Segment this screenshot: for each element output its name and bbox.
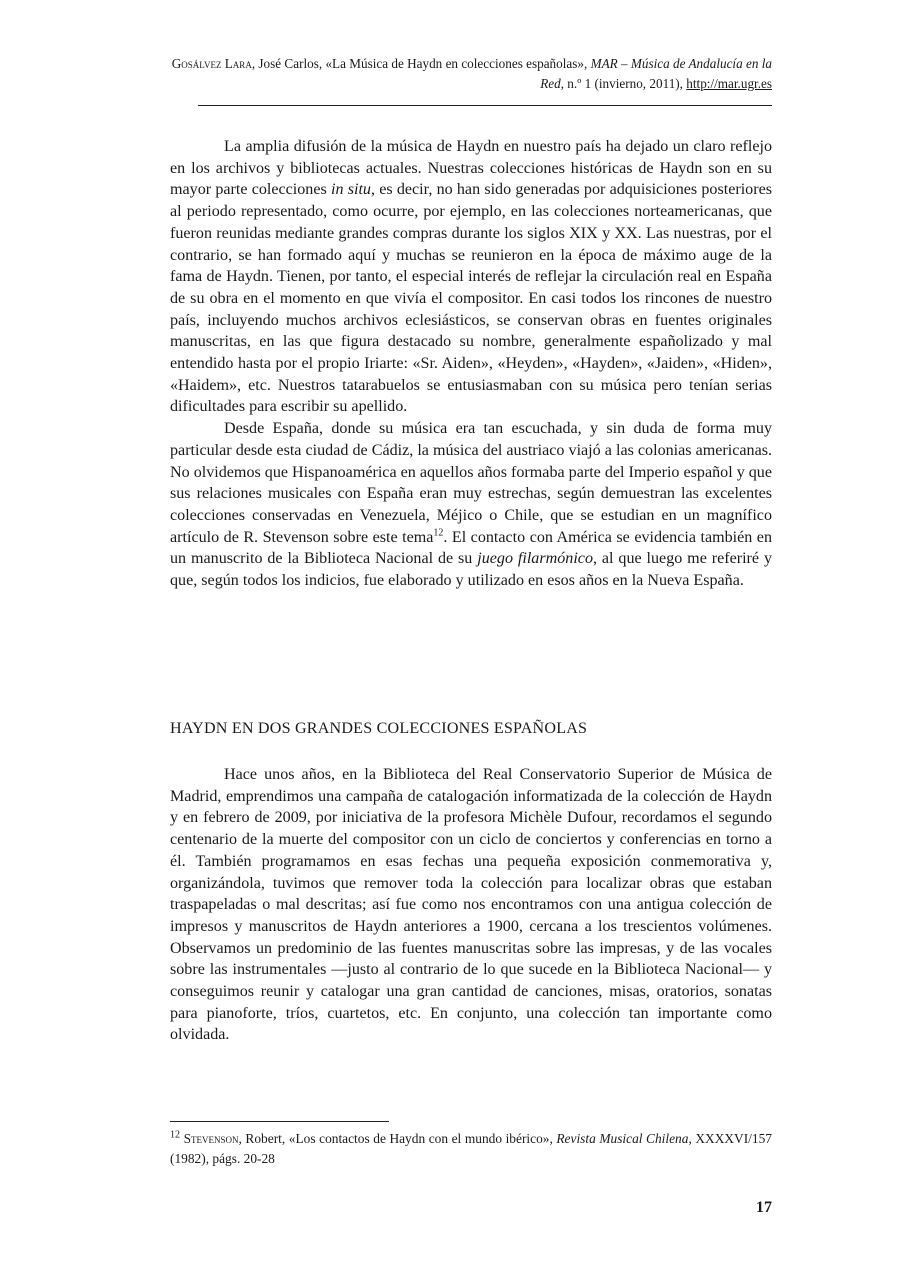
header-issue: , n.º 1 (invierno, 2011), — [560, 76, 687, 91]
paragraph: Hace unos años, en la Biblioteca del Real Conservatorio Superior de Música de Madrid, emprendimos una campaña de catalogación informatizada de la colección de Haydn y en febrero de 2009, por iniciativa de la profesora Michèle Dufour, recordamos el segundo centenario de la muerte del compositor con un ciclo de conciertos y conferencias en torno a él. También programamos en esas fechas una pequeña exposición conmemorativa y, organizándola, tuvimos que remover toda la colección para localizar obras que estaban traspapeladas o mal descritas; así fue como nos encontramos con una antigua colección de impresos y manuscritos de Haydn anteriores a 1900, cercana a los trescientos volúmenes. Observamos un predominio de las fuentes manuscritas sobre las impresas, y de las vocales sobre las instrumentales —justo al contrario de lo que sucede en la Biblioteca Nacional— y conseguimos reunir y catalogar una gran cantidad de canciones, misas, oratorios, sonatas para pianoforte, tríos, cuartetos, etc. En conjunto, una colección tan importante como olvidada. — [170, 766, 772, 1044]
section-text-block — [170, 764, 772, 1046]
header-link[interactable]: http://mar.ugr.es — [686, 76, 772, 91]
footnote-ref[interactable]: 12 — [433, 527, 444, 539]
footnote-author: Stevenson — [183, 1131, 239, 1146]
header-rule — [198, 105, 772, 106]
footnote-number: 12 — [170, 1129, 180, 1141]
paragraph: La amplia difusión de la música de Haydn en nuestro país ha dejado un claro reflejo en los archivos y bibliotecas actuales. Nuestras colecciones históricas de Haydn son en su mayor parte colecciones in situ, es decir, no han sido generadas por adquisiciones posteriores al periodo representado, como ocurre, por ejemplo, en las colecciones norteamericanas, que fueron reunidas mediante grandes compras durante los siglos XIX y XX. Las nuestras, por el contrario, se han formado aquí y muchas se reunieron en la época de máximo auge de la fama de Haydn. Tienen, por tanto, el especial interés de reflejar la circulación real en España de su obra en el momento en que vivía el compositor. En casi todos los rincones de nuestro país, incluyendo muchos archivos eclesiásticos, se conservan obras en fuentes originales manuscritas, en las que figura destacado su nombre, generalmente españolizado y mal entendido hasta por el propio Iriarte: «Sr. Aiden», «Heyden», «Hayden», «Jaiden», «Hiden», «Haidem», etc. Nuestros tatarabuelos se entusiasmaban con su música pero tenían serias dificultades para escribir su apellido. — [170, 138, 772, 416]
section-heading: HAYDN EN DOS GRANDES COLECCIONES ESPAÑOLAS — [170, 720, 588, 737]
running-header — [170, 54, 772, 94]
paragraph: Desde España, donde su música era tan escuchada, y sin duda de forma muy particular desde esta ciudad de Cádiz, la música del austriaco viajó a las colonias americanas. No olvidemos que Hispanoamérica en aquellos años formaba parte del Imperio español y que sus relaciones musicales con España eran muy estrechas, según demuestran las excelentes colecciones conservadas en Venezuela, Méjico o Chile, que se estudian en un magnífico artículo de R. Stevenson sobre este tema$^{12}$. El contacto con América se evidencia también en un manuscrito de la Biblioteca Nacional de su juego filarmónico, al que luego me referiré y que, según todos los indicios, fue elaborado y utilizado en esos años en la Nueva España. — [170, 420, 772, 590]
header-journal: MAR – Música de Andalucía en la Red — [540, 56, 772, 91]
footnote: $^{12}$ Stevenson, Robert, «Los contactos de Haydn con el mundo ibérico», Revista Musical Chilena, XXXXVI/157 (1982), págs. 20-28 — [170, 1129, 772, 1166]
intro-text-block — [170, 136, 772, 592]
footnote-journal: Revista Musical Chilena — [556, 1131, 689, 1146]
header-author: Gosálvez Lara — [171, 56, 252, 71]
header-citation: , José Carlos, «La Música de Haydn en colecciones españolas», — [251, 56, 591, 71]
page-number: 17 — [755, 1199, 772, 1216]
footnote-rule — [170, 1121, 389, 1122]
